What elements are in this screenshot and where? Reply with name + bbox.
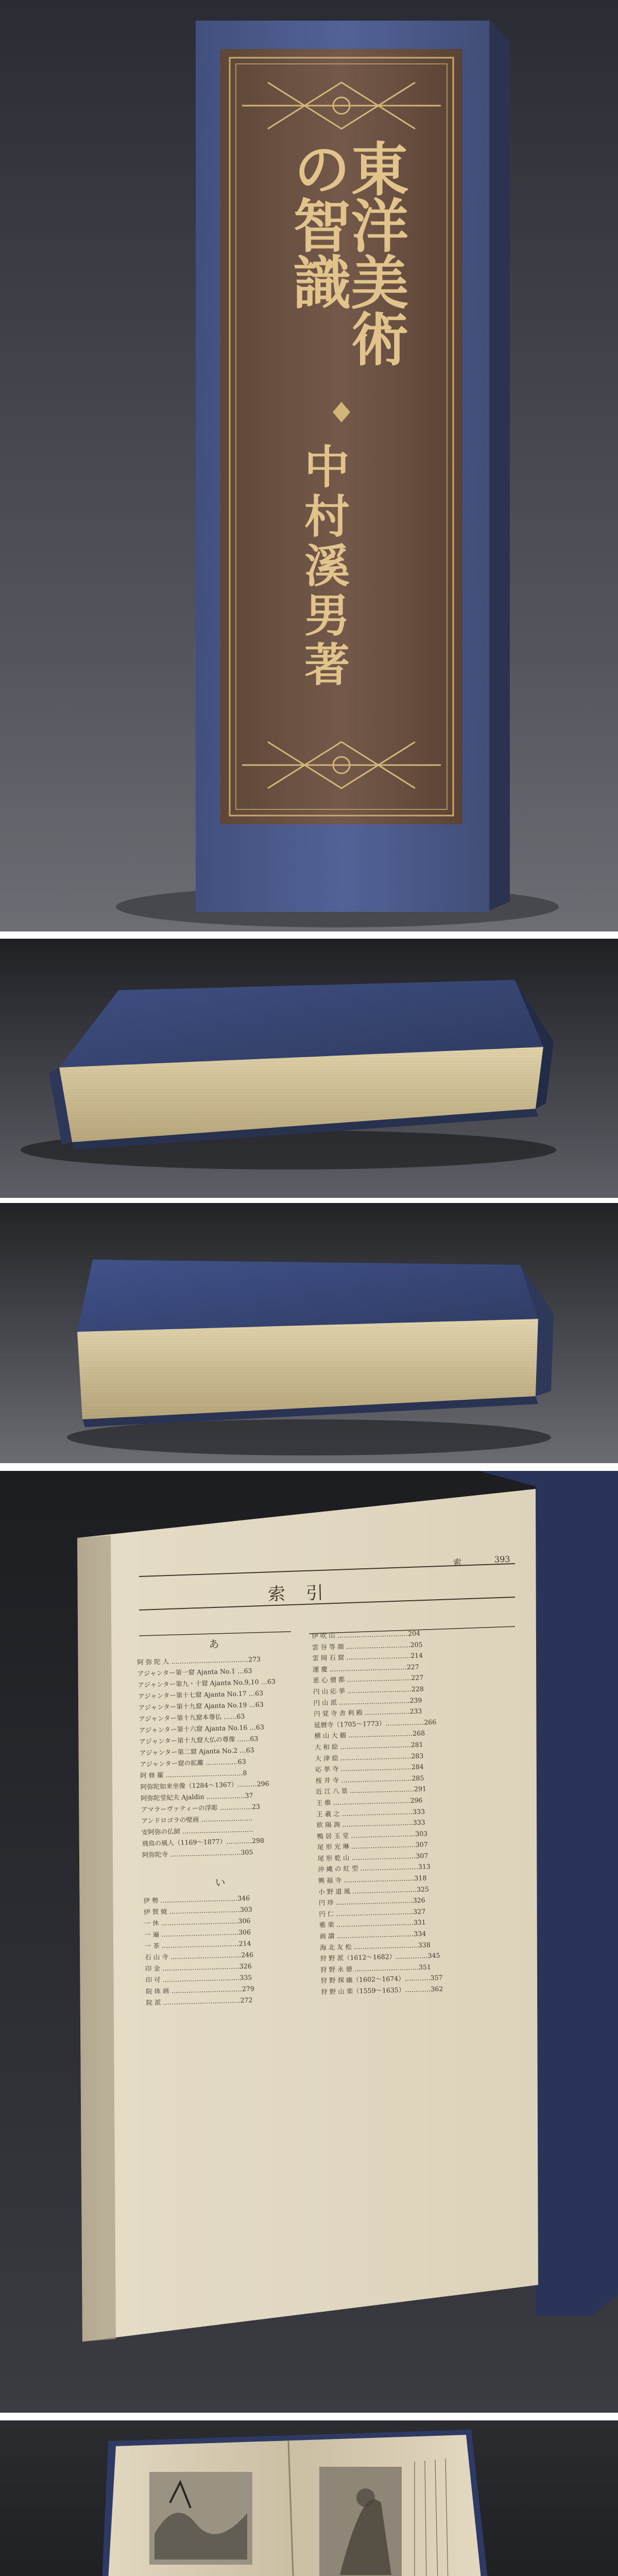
index-entry: 円 山 応 挙 …………………………228 [313,1685,424,1696]
index-entry: 延暦寺（1705〜1773）………………266 [314,1718,437,1729]
index-entry: 阿弥陀寺 ……………………………305 [142,1848,253,1859]
index-entry: 阿弥陀如来坐像（1284〜1367）………296 [140,1780,269,1791]
index-entry: 阿 弥 陀 人 ………………………………273 [137,1655,261,1666]
book-edge-photo-1 [0,939,618,1198]
index-entry: アジャンター第十七窟 Ajanta No.17 …63 [138,1689,264,1700]
spine-author: 中村溪男著 [297,443,351,690]
photo-panel-open-spread-1 [0,2420,618,2576]
index-entry: 狩 野 山 楽（1559〜1635）…………362 [321,1985,443,1996]
index-entry: 円 珍 ………………………………326 [318,1896,425,1907]
index-entry: 応 挙 寺 ……………………………284 [315,1762,424,1774]
index-entry: 伊 吹 山 ……………………………204 [312,1629,421,1640]
index-entry: アマラーヴァティーの浮彫 ……………23 [141,1802,261,1814]
index-entry: 狩 野 探 幽（1602〜1674）…………357 [320,1973,443,1985]
index-entry: 大 津 絵 ……………………………283 [315,1751,424,1762]
index-entry: 一 茶 ………………………………214 [144,1939,251,1950]
index-page-photo [0,1471,618,2413]
index-section-i: い [215,1876,226,1889]
index-entry: アジャンター第九・十窟 Ajanta No.9,10 …63 [138,1677,276,1689]
index-entry: 印 可 ………………………………335 [145,1973,252,1984]
index-entry: 沖 縄 の 紅 型 ………………………313 [317,1862,431,1874]
index-entry: 円 山 派 ……………………………239 [313,1696,422,1707]
index-entry: 飛鳥の風人（1169〜1877）…………298 [142,1836,265,1848]
index-page-number: 393 [494,1554,510,1565]
index-entry: 横 山 大 観 …………………………268 [314,1729,425,1740]
index-entry: 一 遍 ………………………………306 [144,1928,251,1939]
index-entry: 海 北 友 松 …………………………338 [319,1940,431,1952]
index-entry: アジャンター窟の拡離 ……………63 [140,1757,246,1768]
index-entry: 石 山 寺 ……………………………246 [145,1951,254,1961]
index-entry: 阿弥陀堂紀夫 Ajaldin ………………37 [141,1791,253,1802]
index-entry: 印 金 ………………………………326 [145,1962,252,1973]
index-entry: 円 仁 ………………………………327 [319,1907,426,1918]
index-left-list [137,1653,297,1861]
index-entry: アジャンター第十六窟 Ajanta No.16 …63 [139,1723,265,1734]
index-entry: 運 慶 ………………………………227 [312,1663,419,1673]
index-entry: アジャンター第二窟 Ajanta No.2 …63 [139,1746,254,1757]
index-entry: 恵 心 僧 都 …………………………227 [313,1673,424,1685]
index-entry: 一 休 ………………………………306 [144,1917,251,1927]
illustration-plate-right [319,2467,402,2576]
index-entry: 大 和 絵 ……………………………281 [314,1740,423,1751]
index-entry: 尾 形 光 琳 …………………………307 [317,1840,428,1852]
index-entry: 院 派 ………………………………272 [146,1996,253,2007]
index-entry: アジャンター第一窟 Ajanta No.1 …63 [137,1667,252,1677]
open-spread-photo-1 [0,2420,618,2576]
index-entry: 画 讃 ………………………………334 [319,1929,426,1940]
index-entry: 伊 勢 ………………………………346 [143,1894,250,1905]
index-entry: 雲 岡 石 窟 …………………………214 [312,1651,423,1663]
index-entry: 伊 賀 焼 ……………………………303 [143,1905,252,1916]
index-entry: 桜 井 寺 ……………………………285 [315,1774,424,1785]
index-entry: 鴨 居 玉 堂 …………………………303 [317,1829,428,1840]
index-entry: 小 野 道 風 …………………………325 [318,1885,430,1896]
index-entry: 雅 楽 ………………………………331 [319,1918,426,1929]
index-heading: 索引 [267,1582,345,1605]
index-entry: 円 覚 寺 舎 利 殿 …………………233 [314,1707,422,1718]
index-entry: 狩 野 派（1612〜1682）……………345 [320,1951,440,1962]
index-entry: アジャンター第十九窟本尊仏 ……63 [139,1712,245,1723]
index-entry: 王 羲 之 ……………………………333 [316,1807,425,1818]
index-entry: 興 福 寺 ……………………………318 [318,1874,427,1885]
index-entry: 院 体 画 ……………………………279 [145,1985,254,1995]
index-left-list-i [143,1891,301,2009]
photo-panel-book-edge-2 [0,1203,618,1463]
index-entry: 雲 谷 等 顔 …………………………205 [312,1640,423,1651]
index-entry: 近 江 八 景 …………………………291 [315,1785,427,1796]
photo-panel-book-edge-1 [0,939,618,1198]
photo-panel-spine [0,0,618,931]
index-entry: 王 維 ………………………………296 [316,1796,423,1807]
index-entry: 尾 形 乾 山 …………………………307 [317,1852,428,1862]
index-entry: アンドロゴラの壁画 …………………… [141,1814,253,1825]
photo-panel-index-page [0,1471,618,2413]
index-right-list [312,1625,517,1997]
index-entry: アジャンター第十九窟大仏の尊像 ……63 [139,1734,259,1745]
book-edge-photo-2 [0,1203,618,1463]
illustration-plate-left [149,2472,252,2565]
index-entry: 狩 野 永 徳 …………………………351 [320,1962,432,1974]
spine-title: 東洋美術の智識 [284,139,409,366]
index-entry: 阿 修 羅 ………………………………8 [140,1769,247,1780]
index-entry: 安阿弥の仏師 …………………………… [141,1825,253,1836]
index-header-right: 索 [453,1557,462,1568]
index-entry: アジャンター第十九窟 Ajanta No.19 …63 [138,1700,264,1711]
index-entry: 欧 陽 詢 ……………………………333 [316,1818,425,1829]
index-section-a: あ [209,1637,219,1651]
